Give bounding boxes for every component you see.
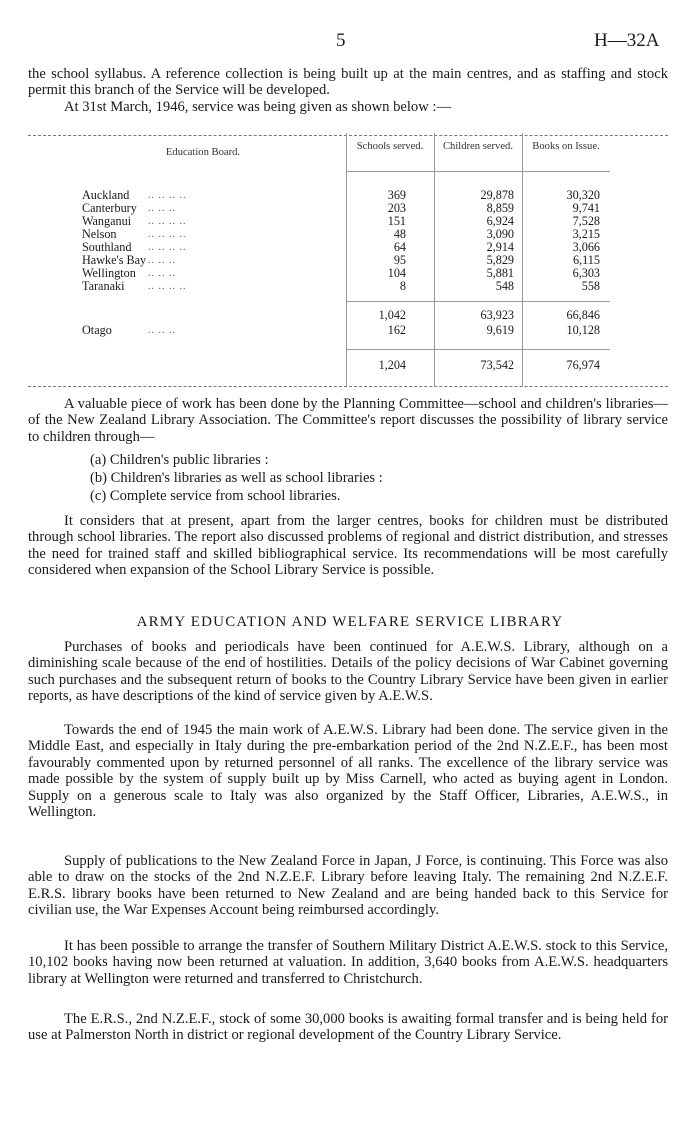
- considers-paragraph: It considers that at present, apart from the larger centres, books for children must be distributed through school libraries. The report also discussed problems of regional and district distribution, and stresses the need for trained staff and skilled bibliographical service. Its recommendations will be most carefully considered when expansion of the School Library Service is possible.: [28, 513, 668, 579]
- row-board-name: Canterbury: [82, 201, 137, 215]
- row-board-name: Taranaki: [82, 279, 125, 293]
- cell-schools: 8: [399, 279, 406, 293]
- cell-books: 30,320: [566, 188, 600, 202]
- leader-dots: .. .. .. ..: [148, 190, 187, 201]
- list-item: (c) Complete service from school libraries.: [90, 488, 341, 504]
- document-reference: H—32A: [594, 30, 660, 51]
- cell-books: 3,215: [572, 227, 600, 241]
- row-board-name: Otago: [82, 323, 112, 337]
- cell-children: 3,090: [486, 227, 514, 241]
- cell-schools: 104: [387, 266, 406, 280]
- cell-children: 8,859: [486, 201, 514, 215]
- options-list: [90, 451, 383, 505]
- leader-dots: .. .. ..: [148, 268, 176, 279]
- column-header-schools: Schools served.: [356, 141, 424, 152]
- page-number: 5: [336, 30, 346, 51]
- total-rule: [346, 349, 610, 350]
- subtotal-schools: 1,042: [378, 308, 406, 322]
- section-heading: ARMY EDUCATION AND WELFARE SERVICE LIBRARY: [136, 614, 564, 630]
- transfer-paragraph: It has been possible to arrange the transfer of Southern Military District A.E.W.S. stock to this Service, 10,102 books having now been returned at valuation. In addition, 3,640 books from A.E.W.S. headquarters library at Wellington were returned and transferred to Christchurch.: [28, 938, 668, 987]
- subtotal-children: 63,923: [480, 308, 514, 322]
- cell-books: 6,115: [573, 253, 600, 267]
- total-schools: 1,204: [378, 358, 406, 372]
- leader-dots: .. .. .. ..: [148, 242, 187, 253]
- cell-books: 7,528: [572, 214, 600, 228]
- ers-stock-paragraph: The E.R.S., 2nd N.Z.E.F., stock of some 30,000 books is awaiting formal transfer and is being held for use at Palmerston North in district or regional development of the Country Library Service.: [28, 1011, 668, 1044]
- purchases-paragraph: Purchases of books and periodicals have been continued for A.E.W.S. Library, although on a diminishing scale because of the end of hostilities. Details of the policy decisions of War Cabinet governing such purchases and the subsequent return of books to the Country Library Service have been given in earlier reports, as have descriptions of the kind of service given by A.E.W.S.: [28, 639, 668, 705]
- list-item: (b) Children's libraries as well as school libraries :: [90, 470, 383, 486]
- cell-schools: 203: [387, 201, 406, 215]
- leader-dots: .. .. .. ..: [148, 281, 187, 292]
- total-books: 76,974: [566, 358, 600, 372]
- intro-paragraph: the school syllabus. A reference collection is being built up at the main centres, and as staffing and stock permit this branch of the Service will be developed.: [28, 66, 668, 99]
- cell-books: 3,066: [572, 240, 600, 254]
- row-board-name: Hawke's Bay: [82, 253, 147, 267]
- cell-schools: 95: [393, 253, 406, 267]
- towards-paragraph: Towards the end of 1945 the main work of A.E.W.S. Library had been done. The service given in the Middle East, and especially in Italy during the pre-embarkation period of the 2nd N.Z.E.F., has been most favourably commented upon by returned personnel of all ranks. The excellence of the library service was made possible by the system of supply built up by Miss Carnell, who acted as buying agent in London. Supply on a generous scale to Italy was also organized by the Staff Officer, Libraries, A.E.W.S., in Wellington.: [28, 722, 668, 821]
- row-board-name: Wellington: [82, 266, 136, 280]
- cell-children: 2,914: [486, 240, 514, 254]
- subtotal-rule: [346, 301, 610, 302]
- cell-schools: 162: [387, 323, 406, 337]
- cell-children: 5,829: [486, 253, 514, 267]
- cell-children: 548: [495, 279, 514, 293]
- service-intro-line: At 31st March, 1946, service was being given as shown below :—: [64, 99, 452, 115]
- row-board-name: Auckland: [82, 188, 130, 202]
- header-underline: [346, 171, 610, 172]
- cell-schools: 151: [387, 214, 406, 228]
- cell-children: 6,924: [486, 214, 514, 228]
- column-header-board: Education Board.: [165, 147, 241, 158]
- leader-dots: .. .. .. ..: [148, 216, 187, 227]
- cell-books: 10,128: [566, 323, 600, 337]
- row-board-name: Nelson: [82, 227, 117, 241]
- leader-dots: .. .. .. ..: [148, 229, 187, 240]
- cell-schools: 369: [387, 188, 406, 202]
- cell-schools: 64: [393, 240, 406, 254]
- cell-books: 6,303: [572, 266, 600, 280]
- table-top-rule: [28, 135, 668, 136]
- row-board-name: Southland: [82, 240, 132, 254]
- row-board-name: Wanganui: [82, 214, 132, 228]
- cell-books: 9,741: [572, 201, 600, 215]
- table-bottom-rule: [28, 386, 668, 387]
- cell-children: 29,878: [480, 188, 514, 202]
- cell-children: 5,881: [486, 266, 514, 280]
- leader-dots: .. .. ..: [148, 203, 176, 214]
- total-children: 73,542: [480, 358, 514, 372]
- planning-committee-paragraph: A valuable piece of work has been done by the Planning Committee—school and children's libraries—of the New Zealand Library Association. The Committee's report discusses the possibility of library service to children through—: [28, 396, 668, 445]
- list-item: (a) Children's public libraries :: [90, 452, 269, 468]
- supply-paragraph: Supply of publications to the New Zealand Force in Japan, J Force, is continuing. This Force was also able to draw on the stocks of the 2nd N.Z.E.F. Library before leaving Italy. The remaining 2nd N.Z.E.F. E.R.S. library books have been returned to New Zealand and are being handed back to this Service for civilian use, the War Expenses Account being reimbursed accordingly.: [28, 853, 668, 919]
- service-table: [28, 133, 668, 388]
- cell-books: 558: [581, 279, 600, 293]
- column-header-books: Books on Issue.: [532, 141, 600, 152]
- subtotal-books: 66,846: [566, 308, 600, 322]
- cell-schools: 48: [393, 227, 406, 241]
- column-header-children: Children served.: [442, 141, 514, 152]
- leader-dots: .. .. ..: [148, 255, 176, 266]
- leader-dots: .. .. ..: [148, 325, 176, 336]
- cell-children: 9,619: [486, 323, 514, 337]
